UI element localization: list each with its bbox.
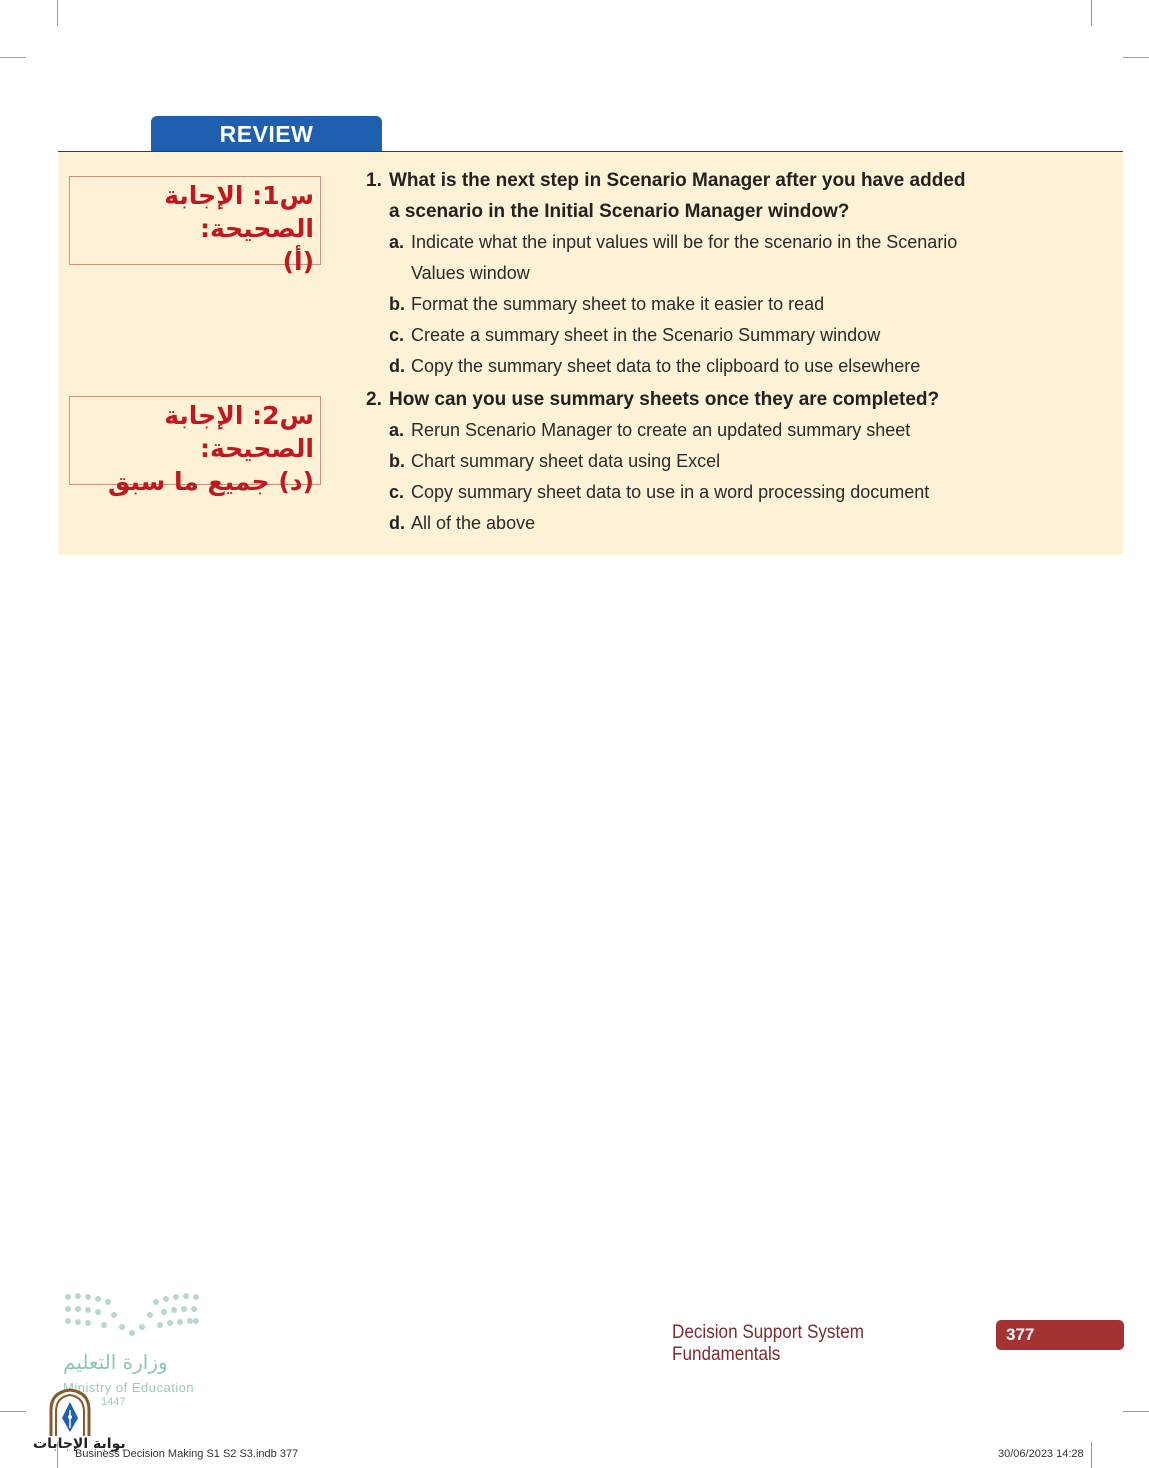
option-text: Rerun Scenario Manager to create an updated summary sheet: [411, 420, 911, 440]
option-letter: b.: [389, 451, 405, 471]
option-letter: a.: [389, 232, 405, 252]
option-letter: d.: [389, 356, 405, 376]
file-info: Business Decision Making S1 S2 S3.indb 377: [75, 1448, 299, 1460]
crop-mark: [1091, 0, 1092, 26]
option-text: Values window: [411, 263, 530, 283]
option-text: All of the above: [411, 513, 536, 533]
date-info: 30/06/2023 14:28: [998, 1448, 1084, 1460]
option-a: [366, 415, 1006, 446]
option-text: Indicate what the input values will be for the scenario in the Scenario: [411, 232, 958, 252]
crop-mark: [57, 0, 58, 26]
answer-box-2: [69, 396, 321, 496]
pen-nib-arch-icon: [47, 1388, 93, 1438]
option-b: [366, 289, 1006, 320]
crop-mark: [1091, 1442, 1092, 1468]
option-c: [366, 320, 1006, 351]
option-letter: a.: [389, 420, 405, 440]
option-letter: b.: [389, 294, 405, 314]
answer-choice: (د) جميع ما سبق: [107, 467, 314, 496]
option-letter: d.: [389, 513, 405, 533]
option-d: [366, 351, 1006, 382]
crop-mark: [0, 1411, 26, 1412]
question-stem: [366, 384, 1006, 415]
review-questions-tab: REVIEW: [151, 116, 382, 151]
option-text: Copy the summary sheet data to the clipboard to use elsewhere: [411, 356, 921, 376]
answer-line: س2: الإجابة الصحيحة:: [164, 401, 314, 463]
question-number: 1.: [366, 170, 382, 191]
question-stem: [366, 165, 1006, 227]
option-d: [366, 508, 1006, 539]
option-c: [366, 477, 1006, 508]
answer-line: س1: الإجابة الصحيحة:: [164, 181, 314, 243]
option-text: Copy summary sheet data to use in a word processing document: [411, 482, 930, 502]
ministry-arabic-name: وزارة التعليم: [63, 1350, 168, 1374]
section-title: Decision Support System Fundamentals: [672, 1322, 864, 1365]
option-a: [366, 227, 1006, 289]
ministry-english-name: Ministry of Education: [63, 1380, 195, 1395]
option-letter: c.: [389, 325, 405, 345]
question-number: 2.: [366, 389, 382, 410]
crop-mark: [1123, 57, 1149, 58]
crop-mark: [1123, 1411, 1149, 1412]
option-letter: c.: [389, 482, 405, 502]
answer-box-1: [69, 176, 321, 276]
watermark-text: بوابة الإجابات: [33, 1436, 126, 1452]
question-2: [366, 384, 1006, 539]
stem-line: What is the next step in Scenario Manager after you have added: [389, 170, 966, 191]
stem-line: a scenario in the Initial Scenario Manager window?: [389, 201, 850, 222]
option-b: [366, 446, 1006, 477]
option-text: Create a summary sheet in the Scenario Summary window: [411, 325, 881, 345]
stem-line: How can you use summary sheets once they are completed?: [389, 389, 940, 410]
option-text: Format the summary sheet to make it easier to read: [411, 294, 825, 314]
page-number-badge: 377: [996, 1320, 1124, 1350]
question-1: [366, 165, 1006, 382]
answer-choice: (أ): [282, 247, 314, 276]
ministry-year: 1447: [101, 1396, 126, 1408]
option-text: Chart summary sheet data using Excel: [411, 451, 721, 471]
crop-mark: [0, 57, 26, 58]
